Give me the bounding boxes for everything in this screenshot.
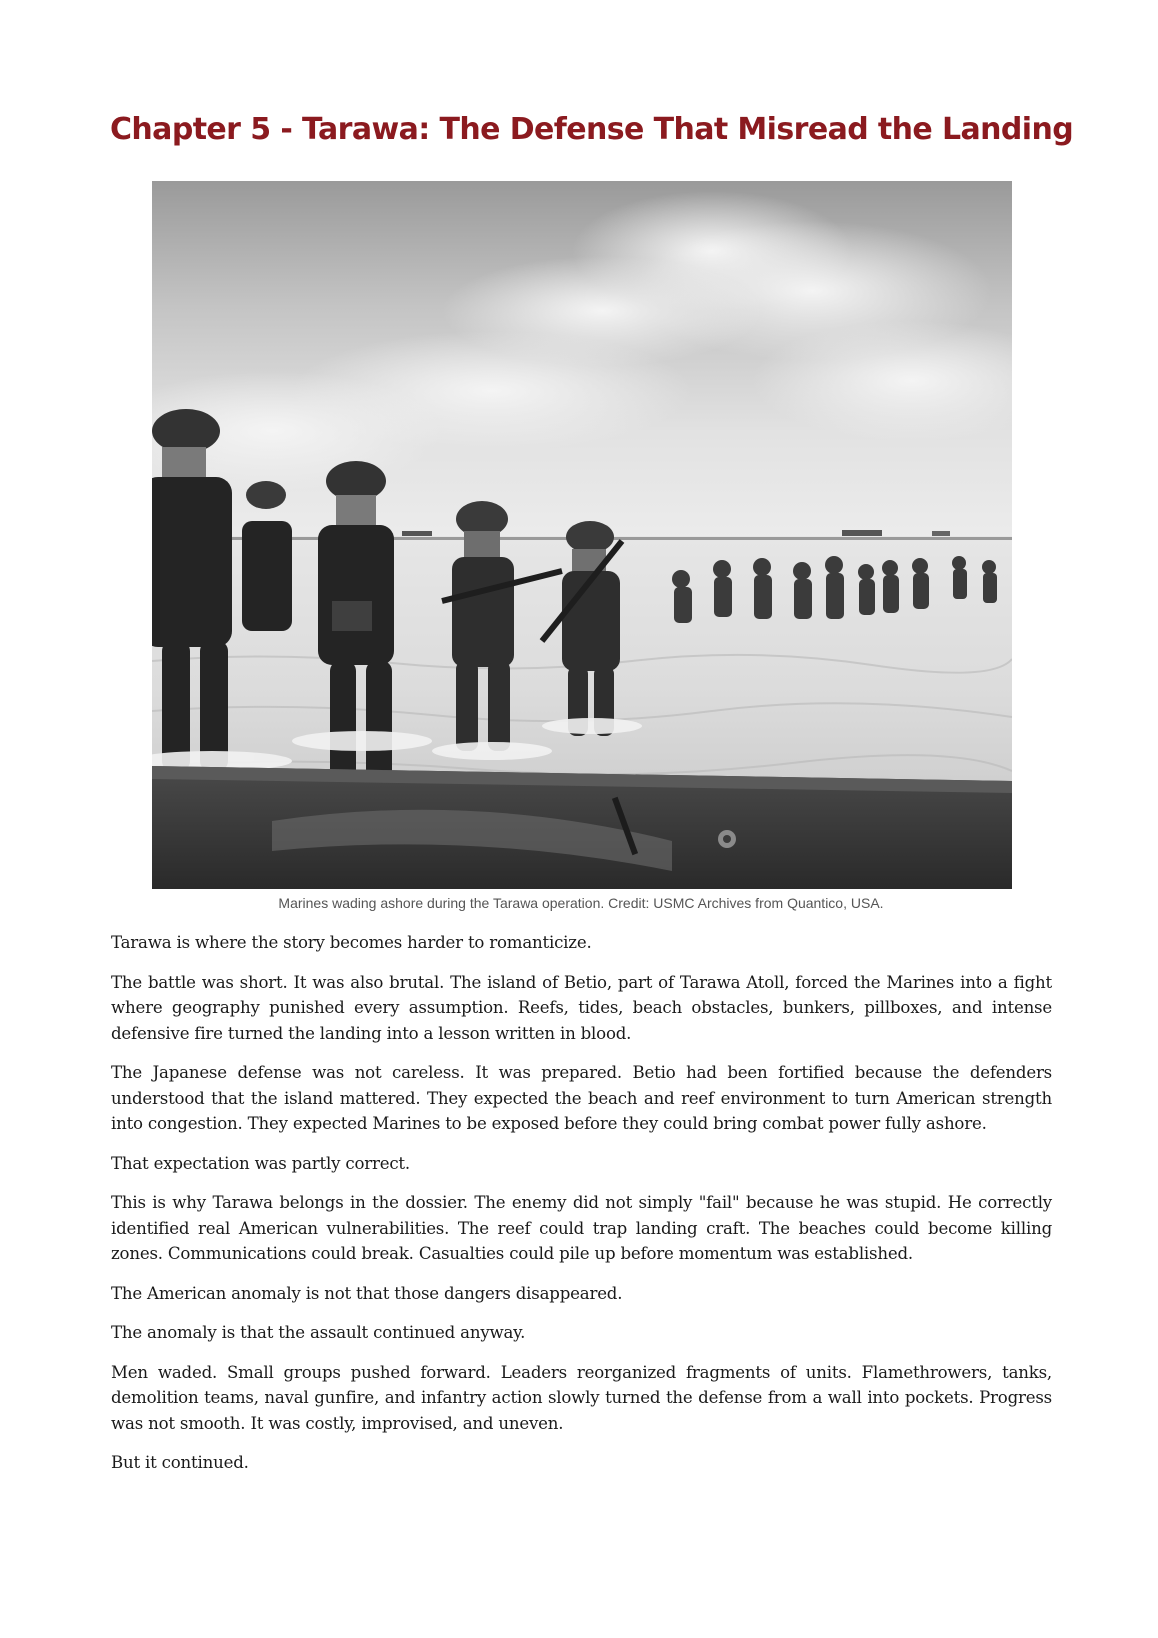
paragraph: The anomaly is that the assault continued anyway. xyxy=(111,1323,526,1342)
paragraph: Tarawa is where the story becomes harder to romanticize. xyxy=(111,933,592,952)
chapter-title: Chapter 5 - Tarawa: The Defense That Misread the Landing xyxy=(110,112,1074,147)
paragraph: This is why Tarawa belongs in the dossier. The enemy did not simply "fail" because he was stupid. He correctly identified real American vulnerabilities. The reef could trap landing craft. The beaches could become killing zones. Communications could break. Casualties could pile up before momentum was established. xyxy=(111,1193,1052,1263)
paragraph: But it continued. xyxy=(111,1453,249,1472)
paragraph: The battle was short. It was also brutal. The island of Betio, part of Tarawa Atoll, forced the Marines into a fight where geography punished every assumption. Reefs, tides, beach obstacles, bunkers, pillboxes, and intense defensive fire turned the landing into a lesson written in blood. xyxy=(111,972,1052,1043)
figure-caption: Marines wading ashore during the Tarawa operation. Credit: USMC Archives from Quantico, USA. xyxy=(278,895,884,911)
marines-wading-photo xyxy=(152,181,1012,889)
paragraph: Men waded. Small groups pushed forward. Leaders reorganized fragments of units. Flamethrowers, tanks, demolition teams, naval gunfire, and infantry action slowly turned the defense from a wall into pockets. Progress was not smooth. It was costly, improvised, and uneven. xyxy=(111,1362,1052,1433)
paragraph: That expectation was partly correct. xyxy=(111,1153,410,1173)
paragraph: The American anomaly is not that those dangers disappeared. xyxy=(111,1283,623,1303)
photo-illustration xyxy=(152,181,1012,889)
chapter-body xyxy=(111,930,1052,1490)
paragraph: The Japanese defense was not careless. It was prepared. Betio had been fortified because the defenders understood that the island mattered. They expected the beach and reef environment to turn American strength into congestion. They expected Marines to be exposed before they could bring combat power fully ashore. xyxy=(111,1063,1052,1133)
